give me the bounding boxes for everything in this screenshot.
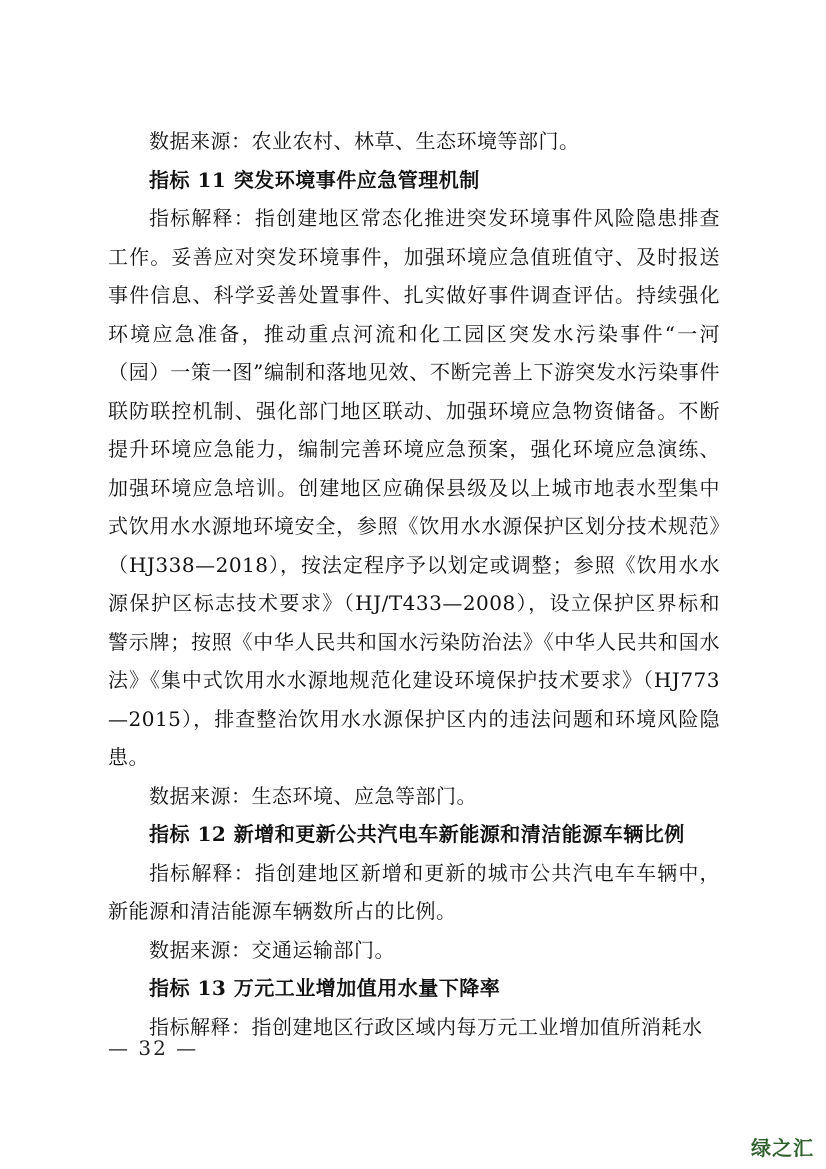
indicator-11-explanation: 指标解释：指创建地区常态化推进突发环境事件风险隐患排查工作。妥善应对突发环境事件，加强环境应急值班值守、及时报送事件信息、科学妥善处置事件、扎实做好事件调查评估。持续强化环境应急准备，推动重点河流和化工园区突发水污染事件“一河（园）一策一图”编制和落地见效、不断完善上下游突发水污染事件联防联控机制、强化部门地区联动、加强环境应急物资储备。不断提升环境应急能力，编制完善环境应急预案，强化环境应急演练、加强环境应急培训。创建地区应确保县级及以上城市地表水型集中式饮用水水源地环境安全，参照《饮用水水源保护区划分技术规范》（HJ338—2018），按法定程序予以划定或调整；参照《饮用水水源保护区标志技术要求》（HJ/T433—2008），设立保护区界标和警示牌；按照《中华人民共和国水污染防治法》《中华人民共和国水法》《集中式饮用水水源地规范化建设环境保护技术要求》（HJ773—2015），排查整治饮用水水源保护区内的违法问题和环境风险隐患。 bbox=[108, 206, 720, 769]
indicator-12-source: 数据来源：交通运输部门。 bbox=[149, 937, 395, 962]
indicator-11-heading: 指标 11 突发环境事件应急管理机制 bbox=[149, 167, 480, 192]
data-source-paragraph: 数据来源：农业农村、林草、生态环境等部门。 bbox=[149, 129, 580, 153]
indicator-12-heading: 指标 12 新增和更新公共汽电车新能源和清洁能源车辆比例 bbox=[149, 822, 685, 846]
indicator-11-source: 数据来源：生态环境、应急等部门。 bbox=[149, 783, 477, 808]
indicator-13-heading: 指标 13 万元工业增加值用水量下降率 bbox=[149, 976, 501, 1000]
indicator-12-explanation: 指标解释：指创建地区新增和更新的城市公共汽电车车辆中，新能源和清洁能源车辆数所占的比例。 bbox=[108, 860, 720, 923]
watermark-logo: 绿之汇 bbox=[751, 1136, 814, 1160]
page-number: — 32 — bbox=[108, 1036, 199, 1060]
indicator-13-explanation: 指标解释：指创建地区行政区域内每万元工业增加值所消耗水 bbox=[149, 1014, 703, 1039]
document-body bbox=[108, 122, 720, 1046]
